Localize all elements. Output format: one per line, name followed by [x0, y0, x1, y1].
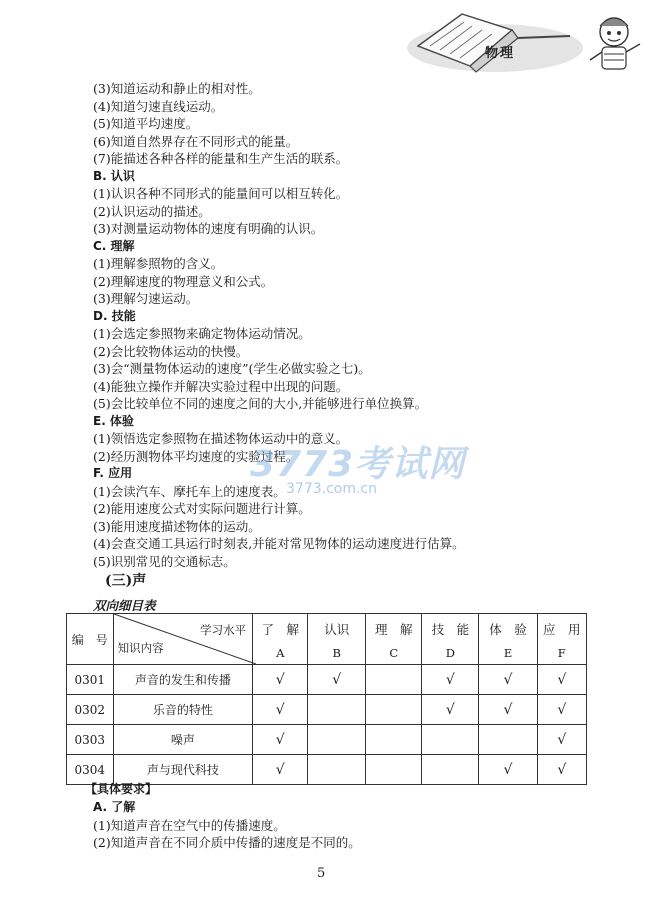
check-cell [537, 725, 586, 755]
subject-label: 物理 [485, 46, 516, 61]
objective-item: (2)经历测物体平均速度的实验过程。 [93, 448, 299, 464]
check-mark: √ [445, 671, 455, 688]
check-cell [479, 665, 537, 695]
objective-item: (2)会比较物体运动的快慢。 [93, 343, 249, 359]
level-heading: C. 理解 [93, 238, 135, 253]
check-cell [422, 665, 479, 695]
objective-item: (1)会读汽车、摩托车上的速度表。 [93, 483, 286, 499]
empty-cell [366, 665, 422, 695]
check-cell [537, 665, 586, 695]
check-mark: √ [503, 761, 513, 778]
level-header: 了 解 A [253, 614, 308, 665]
objective-item: (3)对测量运动物体的速度有明确的认识。 [93, 221, 324, 236]
empty-cell [422, 725, 479, 755]
objective-item: (1)会选定参照物来确定物体运动情况。 [93, 326, 311, 341]
requirement-item: (2)知道声音在不同介质中传播的速度是不同的。 [93, 835, 361, 850]
level-header: 认识 B [308, 614, 366, 665]
check-mark: √ [275, 761, 285, 778]
check-cell [422, 695, 479, 725]
requirements-heading: 【具体要求】 [85, 782, 158, 796]
specification-table [66, 613, 587, 785]
level-header: 应 用 F [537, 614, 586, 665]
check-cell [537, 695, 586, 725]
requirement-item: (1)知道声音在空气中的传播速度。 [93, 817, 286, 833]
level-heading: A. 了解 [93, 800, 136, 814]
check-cell [479, 695, 537, 725]
check-mark: √ [275, 701, 285, 718]
level-header: 体 验 E [479, 614, 537, 665]
level-heading: E. 体验 [93, 413, 134, 428]
empty-cell [422, 755, 479, 785]
objective-item: (5)识别常见的交通标志。 [93, 553, 236, 569]
watermark-brand: 3773考试网 [250, 444, 466, 485]
check-mark: √ [275, 731, 285, 748]
check-cell [537, 755, 586, 785]
objective-item: (2)能用速度公式对实际问题进行计算。 [93, 501, 311, 516]
objectives-list [93, 80, 563, 591]
level-header: 理 解 C [366, 614, 422, 665]
objective-item: (7)能描述各种各样的能量和生产生活的联系。 [93, 151, 349, 166]
table-title: 双向细目表 [93, 598, 156, 613]
diagonal-header-cell [113, 614, 253, 665]
check-mark: √ [503, 671, 513, 688]
section-title: (三)声 [105, 573, 147, 589]
objective-item: (1)理解参照物的含义。 [93, 256, 224, 271]
check-cell [479, 755, 537, 785]
check-mark: √ [275, 671, 285, 688]
row-topic: 声音的发生和传播 [113, 665, 253, 695]
check-cell [253, 665, 308, 695]
empty-cell [308, 695, 366, 725]
objective-item: (2)理解速度的物理意义和公式。 [93, 273, 274, 289]
empty-cell [366, 695, 422, 725]
row-topic: 声与现代科技 [113, 755, 253, 785]
check-mark: √ [445, 701, 455, 718]
objective-item: (3)理解匀速运动。 [93, 291, 199, 306]
check-cell [308, 665, 366, 695]
objective-item: (3)会“测量物体运动的速度”(学生必做实验之七)。 [93, 361, 371, 376]
row-topic: 乐音的特性 [113, 695, 253, 725]
row-id: 0304 [67, 755, 114, 785]
header-illustration [400, 8, 645, 78]
empty-cell [308, 725, 366, 755]
check-mark: √ [332, 671, 342, 688]
objective-item: (4)能独立操作并解决实验过程中出现的问题。 [93, 378, 349, 394]
objective-item: (2)认识运动的描述。 [93, 203, 211, 219]
objective-item: (1)认识各种不同形式的能量间可以相互转化。 [93, 186, 349, 201]
objective-item: (5)会比较单位不同的速度之间的大小,并能够进行单位换算。 [93, 396, 428, 411]
column-header-number: 编 号 [67, 614, 114, 665]
check-mark: √ [557, 731, 567, 748]
empty-cell [479, 725, 537, 755]
check-mark: √ [557, 671, 567, 688]
requirements-section [85, 779, 361, 852]
check-cell [253, 725, 308, 755]
level-heading: B. 认识 [93, 168, 135, 183]
check-mark: √ [557, 761, 567, 778]
objective-item: (4)会查交通工具运行时刻表,并能对常见物体的运动速度进行估算。 [93, 536, 465, 551]
check-mark: √ [503, 701, 513, 718]
check-cell [253, 695, 308, 725]
row-id: 0302 [67, 695, 114, 725]
objective-item: (4)知道匀速直线运动。 [93, 98, 224, 114]
book-icon [400, 8, 645, 78]
empty-cell [366, 725, 422, 755]
row-topic: 噪声 [113, 725, 253, 755]
watermark-url: 3773.com.cn [286, 481, 377, 497]
objective-item: (5)知道平均速度。 [93, 116, 199, 131]
row-id: 0301 [67, 665, 114, 695]
level-heading: F. 应用 [93, 466, 133, 480]
level-header: 技 能 D [422, 614, 479, 665]
table-row [67, 665, 587, 695]
objective-item: (3)知道运动和静止的相对性。 [93, 81, 261, 96]
objective-item: (6)知道自然界存在不同形式的能量。 [93, 133, 299, 149]
diag-level-label: 学习水平 [200, 623, 247, 637]
diag-content-label: 知识内容 [117, 641, 164, 655]
level-heading: D. 技能 [93, 308, 136, 323]
objective-item: (1)领悟选定参照物在描述物体运动中的意义。 [93, 431, 349, 446]
empty-cell [366, 755, 422, 785]
row-id: 0303 [67, 725, 114, 755]
check-mark: √ [557, 701, 567, 718]
table-row [67, 695, 587, 725]
page-number: 5 [317, 866, 326, 881]
objective-item: (3)能用速度描述物体的运动。 [93, 518, 261, 534]
table-row [67, 725, 587, 755]
